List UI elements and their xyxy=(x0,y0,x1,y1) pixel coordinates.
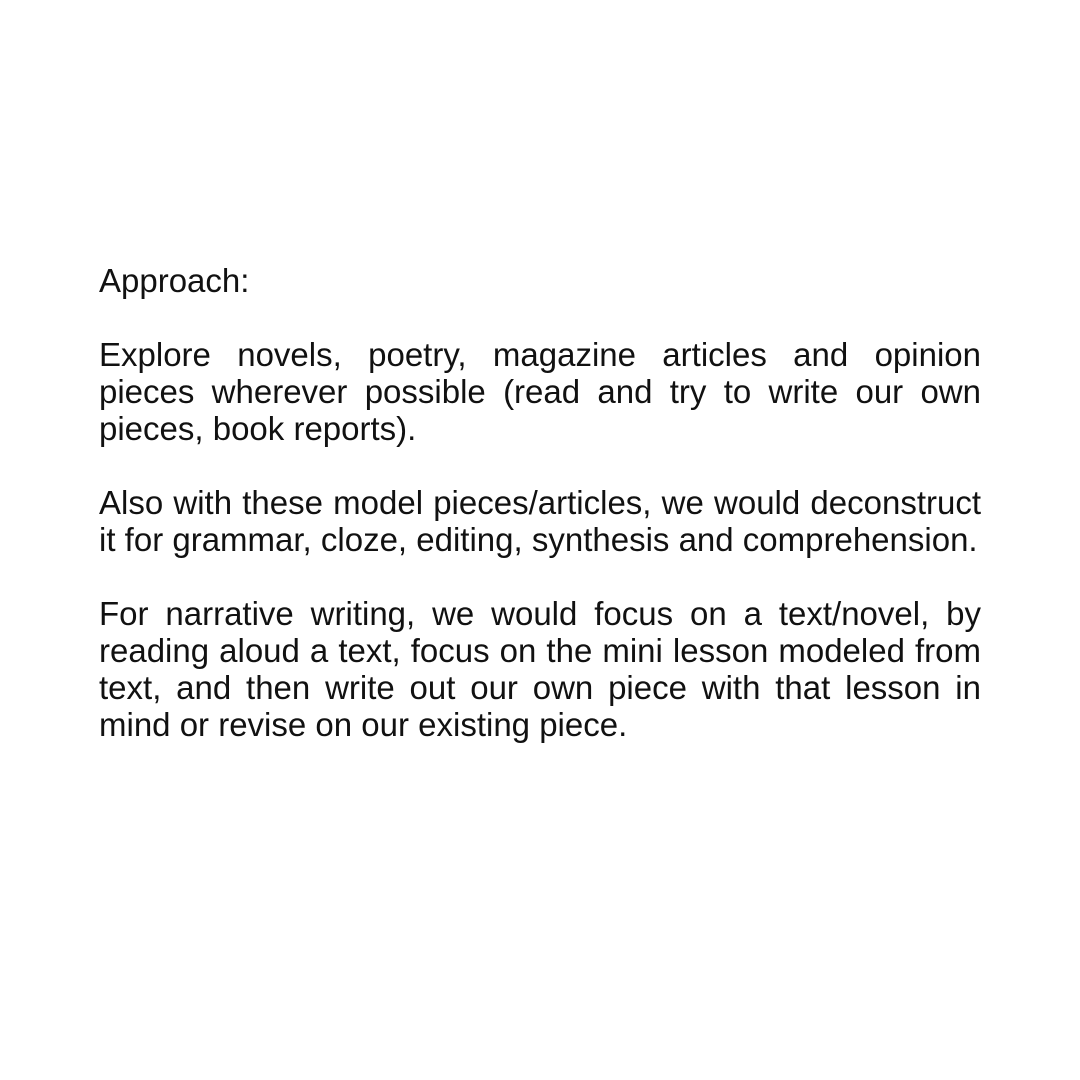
section-heading: Approach: xyxy=(99,262,250,299)
document-body xyxy=(99,262,981,743)
paragraph-narrative-writing: For narrative writing, we would focus on a text/novel, by reading aloud a text, focus on the mini lesson modeled from text, and then write out our own piece with that lesson in mind or revise on our existing piece. xyxy=(99,595,981,743)
paragraph-deconstruct: Also with these model pieces/articles, we would deconstruct it for grammar, cloze, editing, synthesis and comprehension. xyxy=(99,484,981,558)
paragraph-explore: Explore novels, poetry, magazine articles and opinion pieces wherever possible (read and try to write our own pieces, book reports). xyxy=(99,336,981,447)
